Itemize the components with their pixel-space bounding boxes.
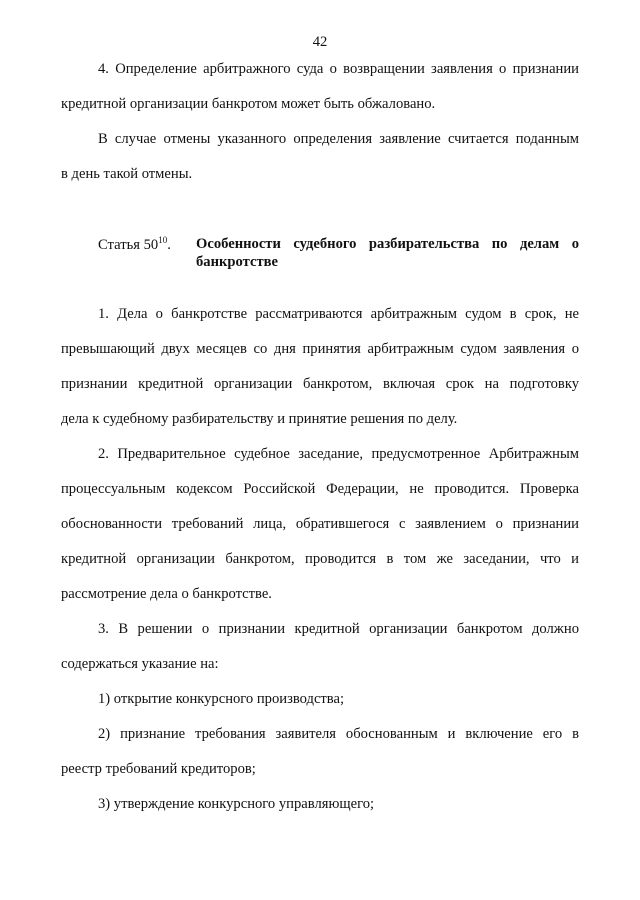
cancel-paragraph-line-2: в день такой отмены.	[61, 166, 193, 182]
article-label-dot: .	[167, 237, 171, 253]
article-title	[196, 235, 579, 271]
section-2-line-4: кредитной организации банкротом, проводится в том же заседании, что и	[61, 551, 579, 567]
section-1-line-3: признании кредитной организации банкротом, включая срок на подготовку	[61, 376, 579, 392]
list-item-3: 3) утверждение конкурсного управляющего;	[98, 796, 375, 812]
section-1-line-4: дела к судебному разбирательству и принятие решения по делу.	[61, 411, 458, 427]
section-2-line-5: рассмотрение дела о банкротстве.	[61, 586, 272, 602]
article-title-line-2: банкротстве	[196, 254, 278, 270]
list-item-2-line-1: 2) признание требования заявителя обоснованным и включение его в	[98, 726, 579, 742]
list-item-1: 1) открытие конкурсного производства;	[98, 691, 345, 707]
section-2-line-2: процессуальным кодексом Российской Федерации, не проводится. Проверка	[61, 481, 579, 497]
cancel-paragraph-line-1: В случае отмены указанного определения заявление считается поданным	[98, 131, 579, 147]
section-2-line-3: обоснованности требований лица, обратившегося с заявлением о признании	[61, 516, 579, 532]
section-1-line-2: превышающий двух месяцев со дня принятия арбитражным судом заявления о	[61, 341, 579, 357]
section-2-line-1: 2. Предварительное судебное заседание, предусмотренное Арбитражным	[98, 446, 579, 462]
article-label	[98, 235, 171, 254]
section-1-line-1: 1. Дела о банкротстве рассматриваются арбитражным судом в срок, не	[98, 306, 579, 322]
article-label-main: Статья 50	[98, 237, 159, 253]
list-item-2-line-2: реестр требований кредиторов;	[61, 761, 256, 777]
paragraph-4-line-2: кредитной организации банкротом может быть обжаловано.	[61, 96, 436, 112]
article-title-line-1: Особенности судебного разбирательства по делам о	[196, 236, 579, 252]
page-number: 42	[312, 34, 328, 50]
article-label-superscript: 10	[158, 235, 168, 245]
paragraph-4-line-1: 4. Определение арбитражного суда о возвращении заявления о признании	[98, 61, 579, 77]
section-3-line-2: содержаться указание на:	[61, 656, 219, 672]
section-3-line-1: 3. В решении о признании кредитной организации банкротом должно	[98, 621, 579, 637]
